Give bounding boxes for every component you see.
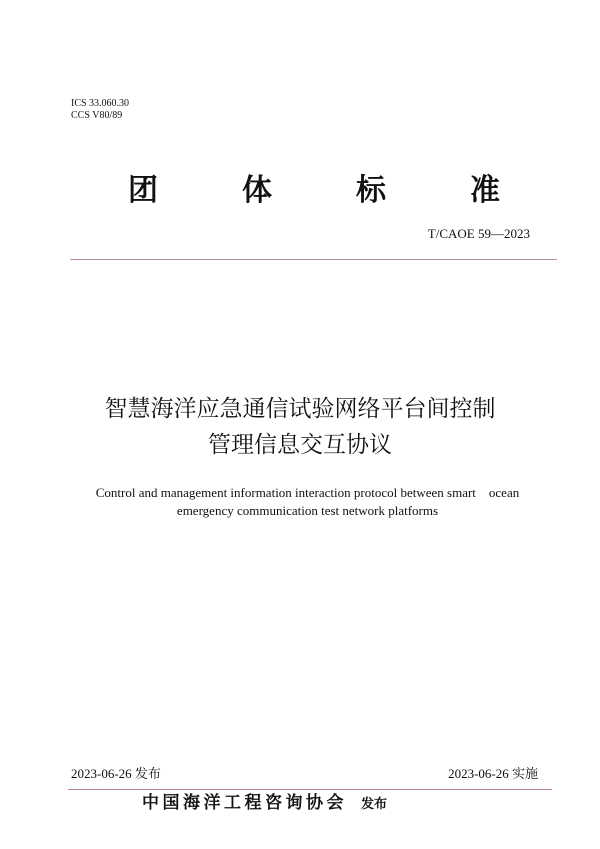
- issue-date: 2023-06-26 发布: [71, 766, 161, 781]
- standard-type-char: 准: [470, 173, 500, 208]
- standard-type-char: 团: [128, 173, 158, 208]
- ics-code: ICS 33.060.30: [71, 98, 130, 109]
- publisher-line: [142, 788, 387, 813]
- top-divider: [70, 259, 557, 260]
- title-english-line-1: Control and management information interaction protocol between smart ocean: [95, 485, 520, 500]
- standard-type-heading: [128, 172, 500, 210]
- ccs-code: CCS V80/89: [71, 110, 123, 121]
- title-english-line-2: emergency communication test network platforms: [176, 503, 439, 518]
- standard-type-char: 体: [242, 173, 272, 208]
- title-chinese-line-1: 智慧海洋应急通信试验网络平台间控制: [104, 396, 496, 422]
- standard-type-char: 标: [356, 173, 386, 208]
- title-chinese-line-2: 管理信息交互协议: [208, 432, 392, 458]
- publisher-suffix: 发布: [361, 797, 388, 812]
- implementation-date: 2023-06-26 实施: [448, 766, 538, 781]
- publisher-name: 中国海洋工程咨询协会: [142, 793, 347, 813]
- standard-number: T/CAOE 59—2023: [427, 226, 530, 241]
